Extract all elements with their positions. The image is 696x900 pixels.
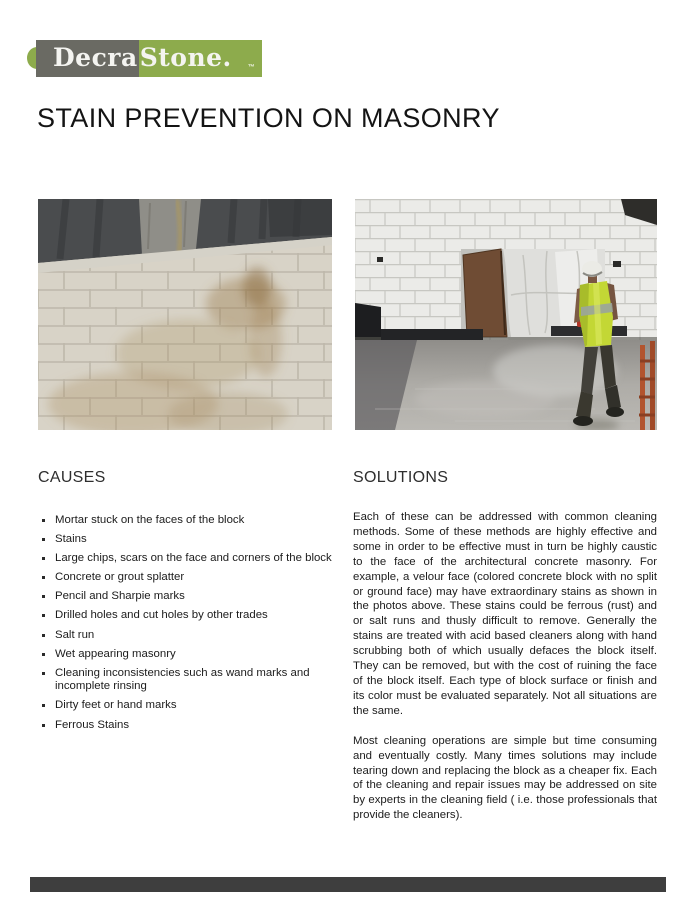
- photo-stained-pavers: [38, 199, 332, 430]
- bullet-icon: [42, 653, 45, 656]
- bullet-icon: [42, 724, 45, 727]
- solutions-heading: SOLUTIONS: [353, 469, 449, 486]
- bullet-icon: [42, 672, 45, 675]
- cause-item: [38, 552, 340, 566]
- brand-name-stone-text: Stone.: [139, 43, 232, 72]
- cause-item: [38, 719, 340, 733]
- solutions-paragraph-1: Each of these can be addressed with common cleaning methods. Some of these methods are highly effective and some in order to be effective must in turn be highly caustic to the face of the architectural concrete masonry. For example, a velour face (colored concrete block with no split or ground face) may have extraordinary stains as shown in the photos above. These stains could be ferrous (rust) and or salt runs and thusly difficult to remove. Generally the stains are treated with acid based cleaners along with hand scrubbing both of which usually defaces the block itself. They can be removed, but with the cost of ruining the face of the block itself. Each type of block surface or finish and its color must be evaluated separately. Not all situations are the same.: [353, 511, 657, 717]
- cause-item-text: Wet appearing masonry: [55, 647, 176, 660]
- cause-item: [38, 590, 340, 604]
- bullet-icon: [42, 576, 45, 579]
- cause-item: [38, 648, 340, 662]
- bullet-icon: [42, 595, 45, 598]
- solutions-paragraph-2: Most cleaning operations are simple but time consuming and eventually costly. Many times solutions may include tearing down and replacing the block as a cheaper fix. Each of the cleaning and repair issues may be addressed on site by experts in the cleaning field ( i.e. those professionals that provide the cleaners).: [353, 734, 657, 822]
- stained-pavers-graphic: [38, 199, 332, 430]
- cause-item: [38, 609, 340, 623]
- cause-item: [38, 699, 340, 713]
- cause-item-text: Large chips, scars on the face and corners of the block: [55, 552, 332, 565]
- bullet-icon: [42, 519, 45, 522]
- bullet-icon: [42, 614, 45, 617]
- cause-item: [38, 533, 340, 547]
- cause-item-text: Concrete or grout splatter: [55, 571, 185, 584]
- footer-bar: [30, 877, 666, 892]
- brand-logo: [36, 40, 262, 77]
- trademark-symbol: ™: [247, 64, 255, 71]
- causes-heading: CAUSES: [38, 469, 106, 486]
- brand-name-stone: [139, 40, 262, 77]
- solutions-section: [353, 469, 657, 823]
- cause-item: [38, 629, 340, 643]
- cause-item-text: Stains: [55, 533, 87, 546]
- cause-item-text: Cleaning inconsistencies such as wand marks and incomplete rinsing: [55, 666, 310, 693]
- causes-section: [38, 469, 340, 738]
- bullet-icon: [42, 634, 45, 637]
- flood-cleanup-graphic: [355, 199, 657, 430]
- cause-item: [38, 571, 340, 585]
- cause-item-text: Salt run: [55, 628, 95, 641]
- photo-flood-cleanup: [355, 199, 657, 430]
- cause-item-text: Ferrous Stains: [55, 718, 130, 731]
- bullet-icon: [42, 557, 45, 560]
- bullet-icon: [42, 704, 45, 707]
- cause-item: [38, 667, 340, 694]
- cause-item-text: Mortar stuck on the faces of the block: [55, 514, 245, 526]
- cause-item-text: Dirty feet or hand marks: [55, 699, 177, 712]
- cause-item-text: Drilled holes and cut holes by other trades: [55, 609, 268, 622]
- page-title: STAIN PREVENTION ON MASONRY: [37, 103, 500, 133]
- cause-item-text: Pencil and Sharpie marks: [55, 590, 185, 603]
- brand-name-decra: Decra: [36, 40, 139, 77]
- bullet-icon: [42, 538, 45, 541]
- cause-item: [38, 514, 340, 528]
- causes-list: [38, 514, 340, 732]
